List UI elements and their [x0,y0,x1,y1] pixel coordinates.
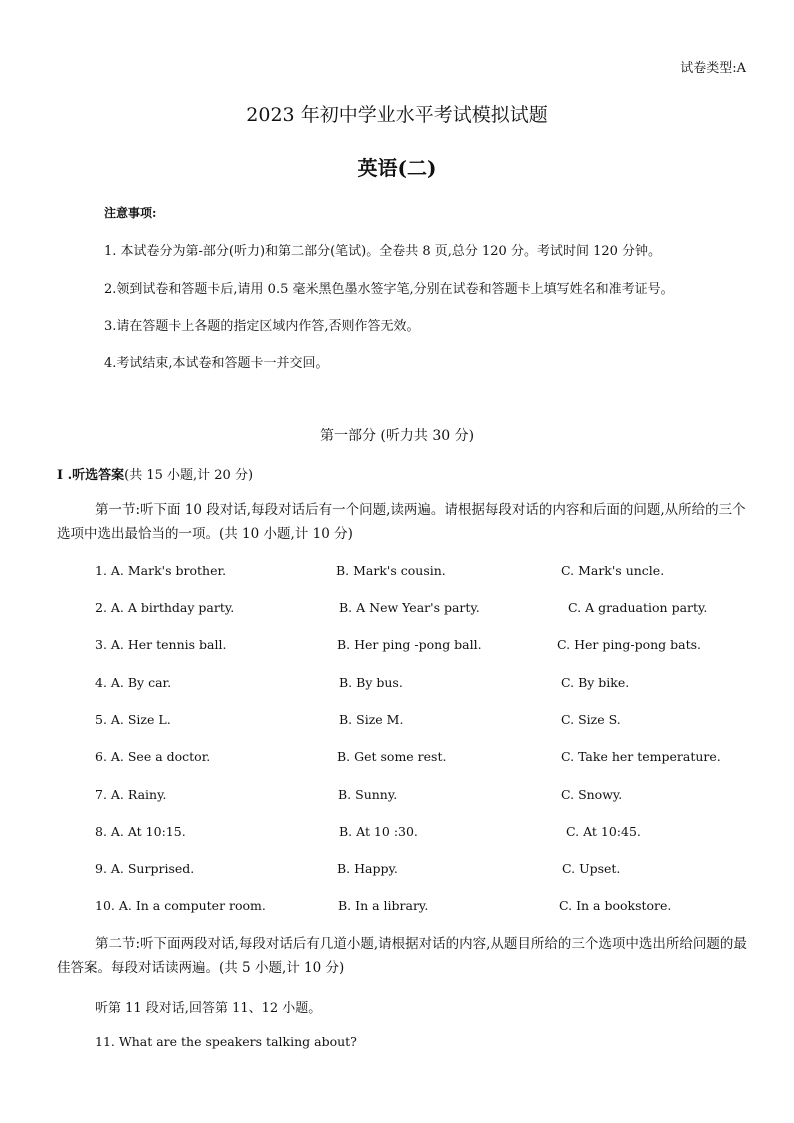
question-option-b: B. In a library. [338,898,429,913]
question-option-b: B. Sunny. [338,787,398,802]
paper-type-label: 试卷类型:A [680,61,746,76]
question-option-c: C. Take her temperature. [561,749,721,764]
section-heading [57,464,253,483]
notice-item: 1. 本试卷分为第-部分(听力)和第二部分(笔试)。全卷共 8 页,总分 120 分。考试时间 120 分钟。 [104,244,662,259]
exam-subtitle: 英语(二) [357,156,437,180]
question-option-a: 1. A. Mark's brother. [95,563,227,578]
question-option-a: 9. A. Surprised. [95,861,195,876]
section-one-instructions: 第一节:听下面 10 段对话,每段对话后有一个问题,读两遍。请根据每段对话的内容和后面的问题,从所给的三个选项中选出最恰当的一项。(共 10 小题,计 10 分) [57,502,746,542]
question-option-b: B. A New Year's party. [339,600,480,615]
question-option-c: C. At 10:45. [566,824,641,839]
question-option-b: B. Her ping -pong ball. [337,637,482,652]
question-option-a: 10. A. In a computer room. [95,898,266,913]
question-option-a: 5. A. Size L. [95,712,171,727]
question-option-a: 2. A. A birthday party. [95,600,235,615]
question-option-c: C. Upset. [562,861,621,876]
question-option-a: 8. A. At 10:15. [95,824,186,839]
question-option-c: C. A graduation party. [568,600,708,615]
question-option-c: C. In a bookstore. [559,898,672,913]
dialog-intro: 听第 11 段对话,回答第 11、12 小题。 [95,1001,322,1016]
notice-item: 3.请在答题卡上各题的指定区域内作答,否则作答无效。 [104,319,420,334]
exam-title: 2023 年初中学业水平考试模拟试题 [246,104,548,126]
notice-item: 4.考试结束,本试卷和答题卡一并交回。 [104,356,329,371]
question-option-c: C. Size S. [561,712,621,727]
section-two-instructions: 第二节:听下面两段对话,每段对话后有几道小题,请根据对话的内容,从题目所给的三个选项中选出所给问题的最佳答案。每段对话读两遍。(共 5 小题,计 10 分) [57,936,747,976]
question-option-c: C. Mark's uncle. [561,563,665,578]
question-option-a: 7. A. Rainy. [95,787,167,802]
section-label: I .听选答案 [57,468,125,483]
question-option-c: C. By bike. [561,675,630,690]
question-option-b: B. Get some rest. [337,749,447,764]
question-option-a: 4. A. By car. [95,675,172,690]
section-info: (共 15 小题,计 20 分) [124,468,254,483]
notice-item: 2.领到试卷和答题卡后,请用 0.5 毫米黑色墨水签字笔,分别在试卷和答题卡上填写姓名和准考证号。 [104,282,674,297]
question-11: 11. What are the speakers talking about? [95,1034,357,1049]
question-option-b: B. At 10 :30. [339,824,418,839]
question-option-b: B. Happy. [337,861,398,876]
question-option-a: 6. A. See a doctor. [95,749,211,764]
question-option-b: B. By bus. [339,675,403,690]
notice-heading: 注意事项: [104,206,157,220]
question-option-a: 3. A. Her tennis ball. [95,637,227,652]
part-one-title: 第一部分 (听力共 30 分) [319,428,475,444]
question-option-c: C. Snowy. [561,787,623,802]
question-option-c: C. Her ping-pong bats. [557,637,702,652]
question-option-b: B. Size M. [339,712,404,727]
question-option-b: B. Mark's cousin. [336,563,446,578]
